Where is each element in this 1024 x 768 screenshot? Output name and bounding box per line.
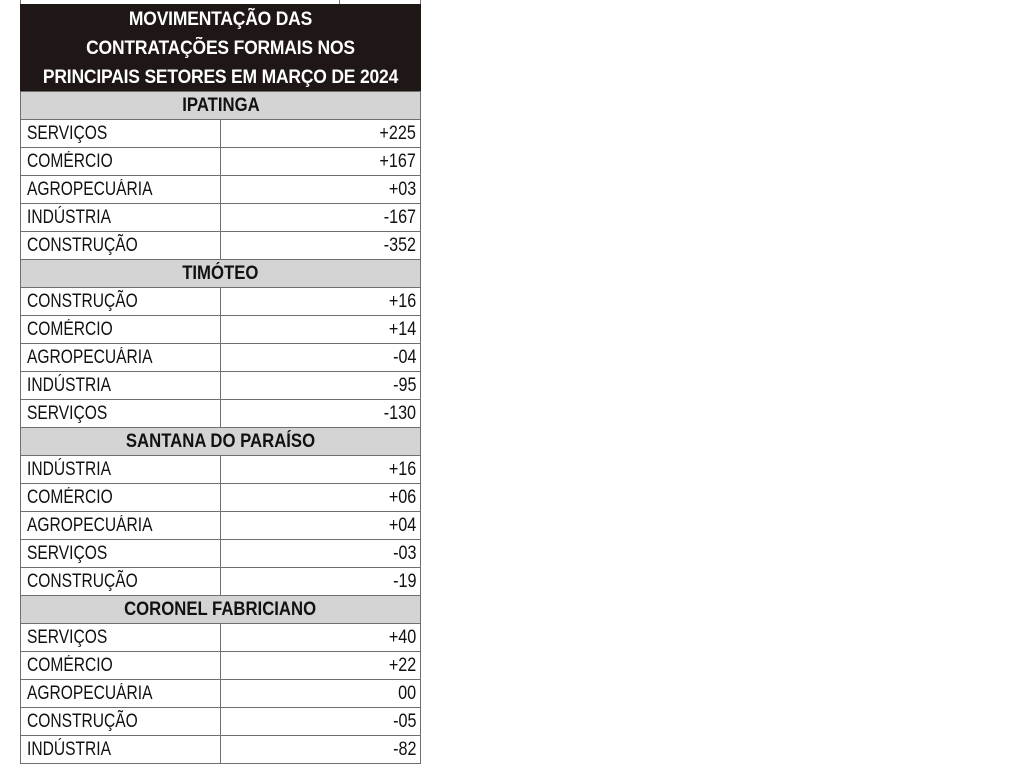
sector-value: +16 bbox=[388, 459, 416, 480]
sector-label: SERVIÇOS bbox=[27, 403, 108, 424]
sector-label: COMÉRCIO bbox=[27, 319, 113, 340]
table-row bbox=[21, 204, 421, 232]
sector-label: SERVIÇOS bbox=[27, 123, 108, 144]
sector-value: +22 bbox=[388, 655, 416, 676]
sector-label: COMÉRCIO bbox=[27, 487, 113, 508]
sector-value: -130 bbox=[383, 403, 416, 424]
table-row bbox=[21, 680, 421, 708]
table-row bbox=[21, 540, 421, 568]
city-name: TIMÓTEO bbox=[182, 263, 259, 284]
table-row bbox=[21, 736, 421, 764]
sector-label: SERVIÇOS bbox=[27, 627, 108, 648]
table-row bbox=[21, 232, 421, 260]
sector-value: +16 bbox=[388, 291, 416, 312]
sector-label: CONSTRUÇÃO bbox=[27, 571, 138, 592]
title-line-1: MOVIMENTAÇÃO DAS bbox=[128, 9, 313, 30]
sector-label: SERVIÇOS bbox=[27, 543, 108, 564]
sector-label: COMÉRCIO bbox=[27, 655, 113, 676]
city-header-timoteo bbox=[21, 260, 421, 288]
sector-value: +40 bbox=[388, 627, 416, 648]
table-row bbox=[21, 512, 421, 540]
sector-label: INDÚSTRIA bbox=[27, 375, 111, 396]
sector-value: -82 bbox=[392, 739, 416, 760]
sector-label: CONSTRUÇÃO bbox=[27, 235, 138, 256]
sector-label: INDÚSTRIA bbox=[27, 739, 111, 760]
sector-value: +14 bbox=[388, 319, 416, 340]
table-row bbox=[21, 708, 421, 736]
sector-value: 00 bbox=[398, 683, 416, 704]
hiring-table bbox=[20, 0, 421, 764]
sector-value: -04 bbox=[392, 347, 416, 368]
table-row bbox=[21, 484, 421, 512]
sector-value: +04 bbox=[388, 515, 416, 536]
sector-label: INDÚSTRIA bbox=[27, 207, 111, 228]
sector-label: INDÚSTRIA bbox=[27, 459, 111, 480]
sector-value: +225 bbox=[379, 123, 416, 144]
sector-value: -352 bbox=[383, 235, 416, 256]
table-top-border bbox=[20, 0, 421, 4]
table-row bbox=[21, 176, 421, 204]
sector-value: +03 bbox=[388, 179, 416, 200]
sector-value: +167 bbox=[379, 151, 416, 172]
city-name: CORONEL FABRICIANO bbox=[124, 599, 317, 620]
sector-label: AGROPECUÁRIA bbox=[27, 347, 153, 368]
data-table bbox=[20, 91, 421, 764]
table-row bbox=[21, 372, 421, 400]
table-row bbox=[21, 568, 421, 596]
sector-label: AGROPECUÁRIA bbox=[27, 683, 153, 704]
table-row bbox=[21, 624, 421, 652]
sector-label: COMÉRCIO bbox=[27, 151, 113, 172]
city-header-santana-do-paraiso bbox=[21, 428, 421, 456]
sector-value: -19 bbox=[392, 571, 416, 592]
title-line-3: PRINCIPAIS SETORES EM MARÇO DE 2024 bbox=[42, 67, 399, 88]
sector-label: CONSTRUÇÃO bbox=[27, 711, 138, 732]
city-header-coronel-fabriciano bbox=[21, 596, 421, 624]
sector-label: AGROPECUÁRIA bbox=[27, 515, 153, 536]
sector-label: AGROPECUÁRIA bbox=[27, 179, 153, 200]
title-line-2: CONTRATAÇÕES FORMAIS NOS bbox=[86, 38, 355, 59]
city-header-ipatinga bbox=[21, 92, 421, 120]
table-row bbox=[21, 456, 421, 484]
table-row bbox=[21, 344, 421, 372]
table-row bbox=[21, 400, 421, 428]
sector-value: -05 bbox=[392, 711, 416, 732]
city-name: SANTANA DO PARAÍSO bbox=[125, 431, 316, 452]
table-row bbox=[21, 316, 421, 344]
city-name: IPATINGA bbox=[181, 95, 260, 116]
table-row bbox=[21, 148, 421, 176]
sector-value: -95 bbox=[392, 375, 416, 396]
table-row bbox=[21, 288, 421, 316]
table-row bbox=[21, 120, 421, 148]
sector-value: -03 bbox=[392, 543, 416, 564]
table-title bbox=[20, 4, 421, 91]
sector-label: CONSTRUÇÃO bbox=[27, 291, 138, 312]
table-row bbox=[21, 652, 421, 680]
sector-value: +06 bbox=[388, 487, 416, 508]
sector-value: -167 bbox=[383, 207, 416, 228]
